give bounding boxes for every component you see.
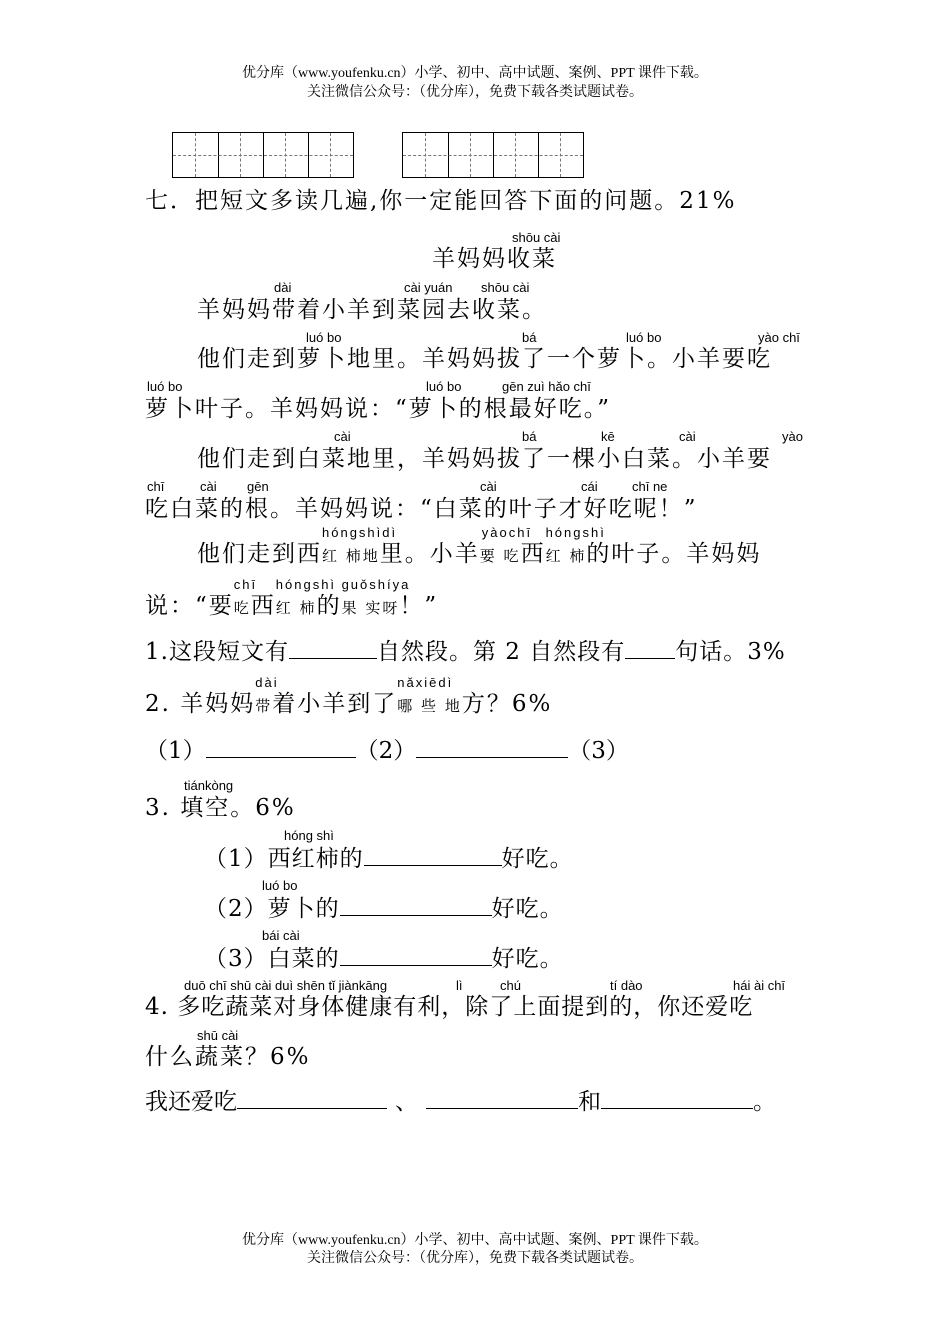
footer-line-2: 关注微信公众号：（优分库），免费下载各类试题试卷。 <box>307 1251 643 1266</box>
answer-blank[interactable] <box>237 1086 387 1109</box>
answer-blank[interactable] <box>206 735 356 758</box>
pinyin: dài <box>274 280 292 295</box>
pinyin: shōu cài <box>481 280 530 295</box>
pinyin: chī ne <box>632 479 668 494</box>
answer-blank[interactable] <box>364 843 502 866</box>
pinyin: kē <box>601 429 615 444</box>
header-line-1: 优分库（www.youfenku.cn）小学、初中、高中试题、案例、PPT 课件下载。 <box>242 66 708 81</box>
writing-grid-left <box>172 132 354 178</box>
pinyin: tí dào <box>610 978 643 993</box>
paragraph-4-line-1: 他们走到西 hóngshìdì 红 柿地里。小羊 yàochī 要 吃西 hóngshì 红 柿的叶子。羊妈妈 <box>197 525 762 567</box>
pinyin: hái ài chī <box>733 978 786 993</box>
story-title: 羊妈妈收菜 <box>432 246 557 272</box>
pinyin: cài <box>200 479 217 494</box>
pinyin: yàochī <box>481 525 533 540</box>
question-4-answer: 我还爱吃 、 和 。 <box>145 1086 776 1116</box>
question-3-item-1: （1）西红柿的 好吃。 <box>204 843 574 873</box>
pinyin: bá <box>522 330 537 345</box>
pinyin: gēn <box>247 479 269 494</box>
pinyin: cài <box>679 429 696 444</box>
pinyin: lì <box>456 978 463 993</box>
pinyin: cái <box>581 479 598 494</box>
question-4-line-2: 什么蔬菜？6% <box>145 1044 311 1070</box>
answer-blank[interactable] <box>601 1086 753 1109</box>
writing-grid-right <box>402 132 584 178</box>
paragraph-2-line-1: 他们走到萝卜地里。羊妈妈拔了一个萝卜。小羊要吃 <box>197 346 772 372</box>
pinyin: chī <box>147 479 165 494</box>
paragraph-4-line-2: 说：“要 chī 吃西 hóngshì 红 柿的 guǒshíya 果 实呀！” <box>145 577 439 619</box>
pinyin: dài <box>255 675 279 690</box>
pinyin: cài <box>334 429 351 444</box>
title-pinyin: shōu cài <box>512 230 561 245</box>
header-line-2: 关注微信公众号：（优分库），免费下载各类试题试卷。 <box>307 85 643 100</box>
paragraph-2-line-2: 萝卜叶子。羊妈妈说：“萝卜的根最好吃。” <box>145 396 612 422</box>
question-1: 1.这段短文有 自然段。第 2 自然段有 句话。3% <box>145 636 786 666</box>
pinyin: nǎxiēdì <box>397 675 454 690</box>
answer-blank[interactable] <box>416 735 568 758</box>
paragraph-3-line-2: 吃白菜的根。羊妈妈说：“白菜的叶子才好吃呢！” <box>145 496 698 522</box>
pinyin: luó bo <box>306 330 342 345</box>
question-3: 3. 填空。6% <box>145 795 296 821</box>
pinyin: cài yuán <box>404 280 453 295</box>
paragraph-3-line-1: 他们走到白菜地里，羊妈妈拔了一棵小白菜。小羊要 <box>197 446 772 472</box>
paragraph-1: 羊妈妈带着小羊到菜园去收菜。 <box>197 297 547 323</box>
pinyin: luó bo <box>426 379 462 394</box>
pinyin: cài <box>480 479 497 494</box>
pinyin: luó bo <box>147 379 183 394</box>
pinyin: tiánkòng <box>184 778 234 793</box>
pinyin: hóngshì <box>545 525 606 540</box>
footer-line-1: 优分库（www.youfenku.cn）小学、初中、高中试题、案例、PPT 课件下载。 <box>242 1233 708 1248</box>
question-2: 2. 羊妈妈 dài 带着小羊到了 nǎxiēdì 哪 些 地方？6% <box>145 675 553 717</box>
answer-blank[interactable] <box>426 1086 578 1109</box>
pinyin: duō chī shū cài duì shēn tǐ jiànkāng <box>184 978 388 993</box>
pinyin: bá <box>522 429 537 444</box>
pinyin: hóngshì <box>275 577 337 592</box>
pinyin: gēn zuì hǎo chī <box>502 379 591 394</box>
question-3-item-3: （3）白菜的 好吃。 <box>204 943 564 973</box>
pinyin: yào <box>782 429 803 444</box>
pinyin: chī <box>233 577 258 592</box>
pinyin: guǒshíya <box>341 577 411 592</box>
pinyin: chú <box>500 978 521 993</box>
question-2-answers: （1） （2） （3） <box>145 735 629 765</box>
answer-blank[interactable] <box>625 636 675 659</box>
answer-blank[interactable] <box>289 636 377 659</box>
section-heading: 七．把短文多读几遍,你一定能回答下面的问题。21% <box>145 188 737 214</box>
pinyin: luó bo <box>626 330 662 345</box>
question-4-line-1: 4. 多吃蔬菜对身体健康有利，除了上面提到的，你还爱吃 <box>145 994 754 1020</box>
pinyin: shū cài <box>197 1028 239 1043</box>
pinyin: hóngshìdì <box>322 525 398 540</box>
question-3-item-2: （2）萝卜的 好吃。 <box>204 893 564 923</box>
answer-blank[interactable] <box>340 943 492 966</box>
pinyin: yào chī <box>758 330 800 345</box>
pinyin: luó bo <box>262 878 298 893</box>
pinyin: hóng shì <box>284 828 334 843</box>
pinyin: bái cài <box>262 928 300 943</box>
answer-blank[interactable] <box>340 893 492 916</box>
